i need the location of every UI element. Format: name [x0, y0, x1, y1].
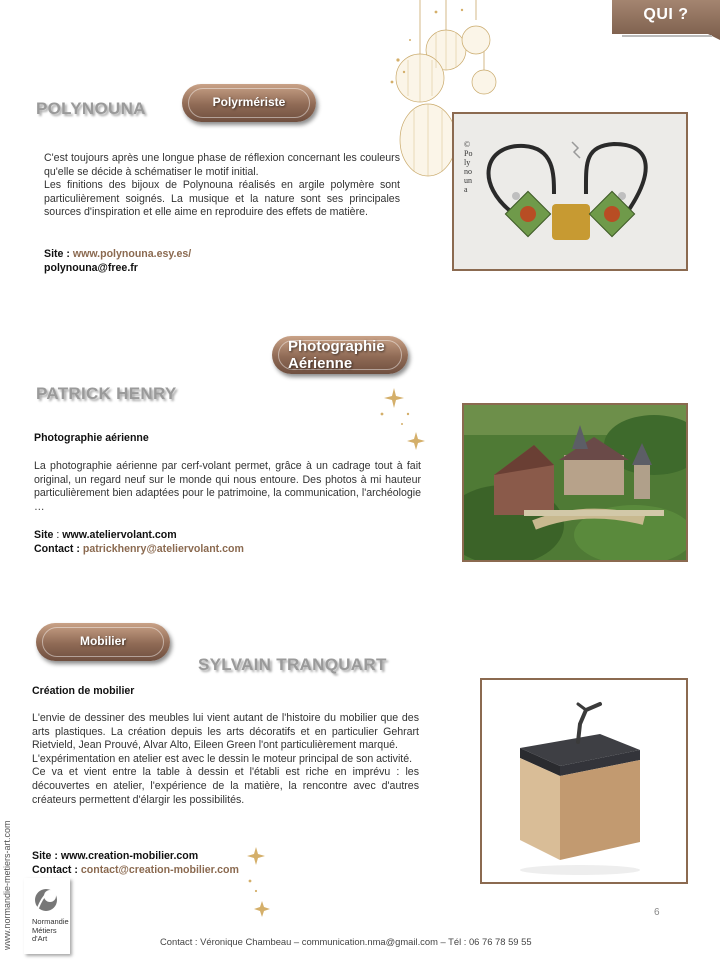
castle-image: [464, 405, 686, 560]
site-label: Site: [34, 529, 54, 541]
sparkle-decoration: [236, 845, 276, 925]
sylvain-tranquart-description: [32, 712, 419, 807]
category-label: Polyrmériste: [212, 95, 286, 109]
aerial-castle-photo: [462, 403, 688, 562]
category-pill-mobilier: [36, 623, 170, 661]
polynouna-necklace-photo: [452, 112, 688, 271]
category-pill-polymeriste: [182, 84, 316, 122]
sparkle-decoration: [374, 384, 434, 454]
polynouna-site-link[interactable]: www.polynouna.esy.es/: [72, 248, 192, 260]
contact-label: Contact :: [34, 543, 83, 555]
logo-line: Métiers: [32, 925, 57, 935]
photo-watermark: ©Polynouna: [464, 140, 473, 194]
logo-line: Normandie: [32, 917, 69, 926]
patrick-henry-site-line: [34, 528, 177, 542]
qui-tab: [612, 0, 720, 44]
sylvain-tranquart-site-link[interactable]: www.creation-mobilier.com: [60, 850, 199, 862]
polynouna-description: [44, 152, 400, 220]
contact-label: Contact :: [32, 864, 81, 876]
logo-mark-icon: [24, 878, 70, 918]
sylvain-tranquart-site-line: [32, 849, 198, 863]
patrick-henry-subtitle: Photographie aérienne: [34, 432, 149, 444]
site-label: Site :: [32, 850, 61, 862]
site-separator: :: [53, 529, 63, 541]
sylvain-tranquart-contact-line: [32, 863, 239, 877]
sylvain-tranquart-subtitle: Création de mobilier: [32, 685, 135, 697]
paragraph: L'expérimentation en atelier est avec le dessin le moteur principal de son activité.: [32, 752, 413, 765]
paragraph: Les finitions des bijoux de Polynouna réalisés en argile polymère sont particulièrement soignés. La musique et la nature sont ses principales sources d'inspiration et elle aime en reproduire des effets de matière.: [44, 179, 400, 219]
category-line: Aérienne: [288, 355, 353, 372]
category-label: Mobilier: [79, 634, 126, 648]
patrick-henry-contact-line: [34, 542, 244, 556]
logo-line: d'Art: [32, 934, 48, 943]
category-line: Photographie: [288, 338, 385, 355]
vertical-website-url[interactable]: www.normandie-metiers-art.com: [2, 820, 12, 950]
qui-tab-label: QUI ?: [643, 6, 689, 23]
logo-text: [32, 918, 69, 944]
patrick-henry-site-link[interactable]: www.ateliervolant.com: [62, 529, 177, 541]
necklace-image: [454, 114, 686, 269]
paragraph: Ce va et vient entre la table à dessin et l'établi est riche en imprévu : les découvertes en atelier, l'expérience de la matière, la rencontre avec d'autres créateurs permettent d'élargir les possibilités.: [32, 766, 419, 806]
category-pill-photographie-aerienne: [272, 336, 408, 374]
page-number: 6: [654, 907, 660, 918]
artist-name-polynouna: POLYNOUNA: [36, 99, 146, 118]
polynouna-site-line: [44, 247, 191, 261]
artist-name-patrick-henry: PATRICK HENRY: [36, 384, 177, 403]
patrick-henry-description: La photographie aérienne par cerf-volant permet, grâce à un cadrage tout à fait original, un regard neuf sur le monde qui nous entoure. Des photos à mi hauteur particulièrement bien adaptées pour le patrimoine, la communication, l'archéologie …: [34, 460, 421, 513]
site-label: Site :: [44, 248, 73, 260]
paragraph: L'envie de dessiner des meubles lui vient autant de l'histoire du mobilier que des arts plastiques. La création depuis les arts décoratifs et en particulier Gehrart Rietvield, Jean Prouvé, Alvar Alto, Eileen Green l'ont particulièrement marqué.: [32, 712, 419, 752]
category-label: [288, 338, 408, 372]
paragraph: C'est toujours après une longue phase de réflexion concernant les couleurs qu'elle se décide à schématiser le motif initial.: [44, 152, 400, 178]
polynouna-email-link[interactable]: polynouna@free.fr: [44, 262, 138, 274]
sylvain-tranquart-email-link[interactable]: contact@creation-mobilier.com: [80, 864, 239, 876]
footer-contact: Contact : Véronique Chambeau – communication.nma@gmail.com – Tél : 06 76 78 59 55: [160, 936, 532, 947]
artist-name-sylvain-tranquart: SYLVAIN TRANQUART: [198, 655, 387, 674]
cube-table-image: [482, 680, 686, 882]
normandie-metiers-art-logo: [24, 878, 70, 954]
patrick-henry-email-link[interactable]: patrickhenry@ateliervolant.com: [82, 543, 244, 555]
furniture-cube-photo: [480, 678, 688, 884]
